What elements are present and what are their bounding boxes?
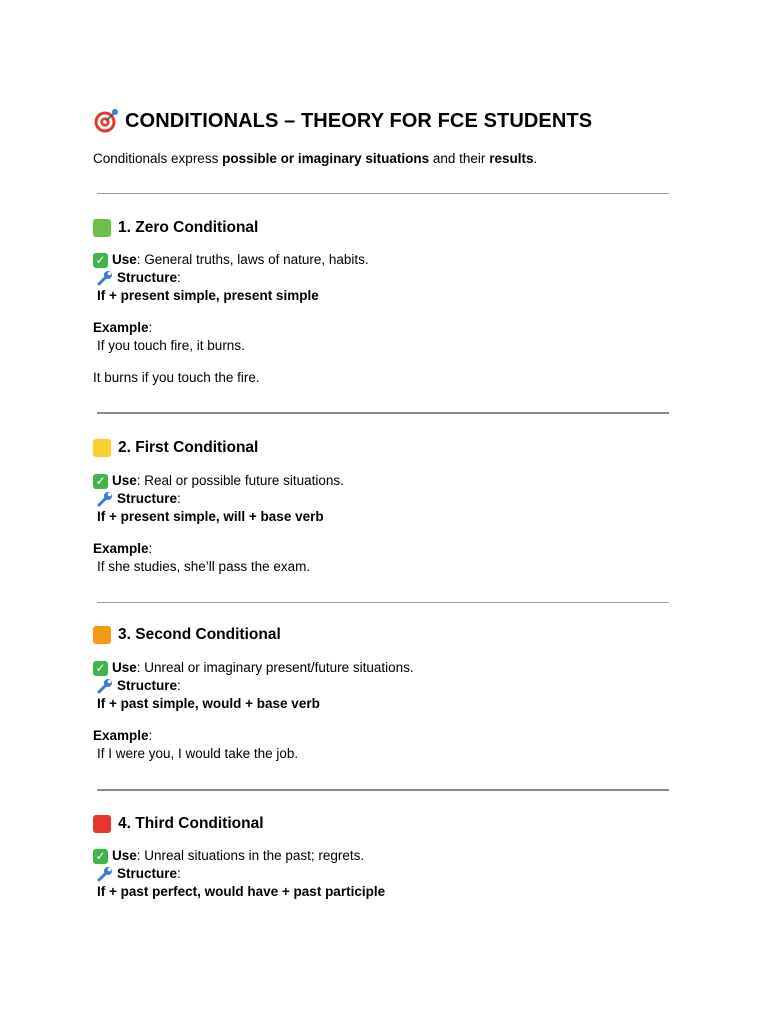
section-heading-text: 1. Zero Conditional xyxy=(118,219,259,236)
use-line xyxy=(93,472,693,490)
intro-bold-results: results xyxy=(489,151,534,166)
colon: : xyxy=(177,270,181,285)
section-third-conditional xyxy=(93,813,693,901)
section-heading-text: 3. Second Conditional xyxy=(118,626,281,643)
use-label: Use xyxy=(112,848,137,863)
check-mark-icon: ✓ xyxy=(93,849,108,864)
intro-period: . xyxy=(533,151,538,166)
structure-formula: If + past simple, would + base verb xyxy=(97,696,320,711)
target-icon xyxy=(93,108,119,134)
section-heading-text: 2. First Conditional xyxy=(118,439,259,456)
structure-line xyxy=(93,269,693,287)
use-line xyxy=(93,659,693,677)
section-heading-text: 4. Third Conditional xyxy=(118,815,264,832)
example-label-line xyxy=(93,540,693,558)
section-heading xyxy=(93,624,693,646)
intro-bold-situations: possible or imaginary situations xyxy=(222,151,430,166)
use-text: : Unreal situations in the past; regrets. xyxy=(136,848,365,863)
structure-line xyxy=(93,865,693,883)
wrench-icon xyxy=(96,866,114,882)
colon: : xyxy=(177,491,181,506)
use-line xyxy=(93,251,693,269)
example-label: Example xyxy=(93,320,149,335)
use-text: : Unreal or imaginary present/future situations. xyxy=(136,660,414,675)
section-zero-conditional xyxy=(93,217,693,387)
wrench-icon xyxy=(96,491,114,507)
colon: : xyxy=(148,541,153,556)
section-heading xyxy=(93,437,693,459)
structure-formula: If + present simple, present simple xyxy=(97,288,319,303)
section-first-conditional xyxy=(93,437,693,576)
colon: : xyxy=(148,728,153,743)
use-text: : Real or possible future situations. xyxy=(136,473,344,488)
divider xyxy=(97,193,669,194)
yellow-square-icon xyxy=(93,439,111,457)
intro-text: Conditionals express xyxy=(93,151,223,166)
wrench-icon xyxy=(96,270,114,286)
intro-text-middle: and their xyxy=(429,151,490,166)
example-label: Example xyxy=(93,728,149,743)
use-line xyxy=(93,847,693,865)
example-label-line xyxy=(93,319,693,337)
section-heading xyxy=(93,813,693,835)
example-label: Example xyxy=(93,541,149,556)
example-sentence: If she studies, she’ll pass the exam. xyxy=(97,559,311,574)
structure-formula: If + past perfect, would have + past participle xyxy=(97,884,386,899)
structure-label: Structure xyxy=(117,491,178,506)
colon: : xyxy=(148,320,153,335)
divider xyxy=(97,789,669,791)
page-title-text: CONDITIONALS – THEORY FOR FCE STUDENTS xyxy=(125,109,593,132)
example-sentence-2: It burns if you touch the fire. xyxy=(93,370,260,385)
page-title xyxy=(93,108,592,134)
example-sentence: If I were you, I would take the job. xyxy=(97,746,299,761)
structure-label: Structure xyxy=(117,678,178,693)
example-sentence: If you touch fire, it burns. xyxy=(97,338,245,353)
divider xyxy=(97,602,669,603)
colon: : xyxy=(177,678,181,693)
red-square-icon xyxy=(93,815,111,833)
green-square-icon xyxy=(93,219,111,237)
intro-paragraph xyxy=(93,151,537,166)
check-mark-icon: ✓ xyxy=(93,661,108,676)
section-heading xyxy=(93,217,693,239)
orange-square-icon xyxy=(93,626,111,644)
colon: : xyxy=(177,866,181,881)
use-label: Use xyxy=(112,660,137,675)
divider xyxy=(97,412,669,414)
check-mark-icon: ✓ xyxy=(93,253,108,268)
structure-line xyxy=(93,490,693,508)
use-label: Use xyxy=(112,473,137,488)
use-text: : General truths, laws of nature, habits. xyxy=(136,252,369,267)
wrench-icon xyxy=(96,678,114,694)
use-label: Use xyxy=(112,252,137,267)
section-second-conditional xyxy=(93,624,693,763)
example-label-line xyxy=(93,727,693,745)
structure-formula: If + present simple, will + base verb xyxy=(97,509,324,524)
check-mark-icon: ✓ xyxy=(93,474,108,489)
structure-label: Structure xyxy=(117,866,178,881)
structure-line xyxy=(93,677,693,695)
structure-label: Structure xyxy=(117,270,178,285)
